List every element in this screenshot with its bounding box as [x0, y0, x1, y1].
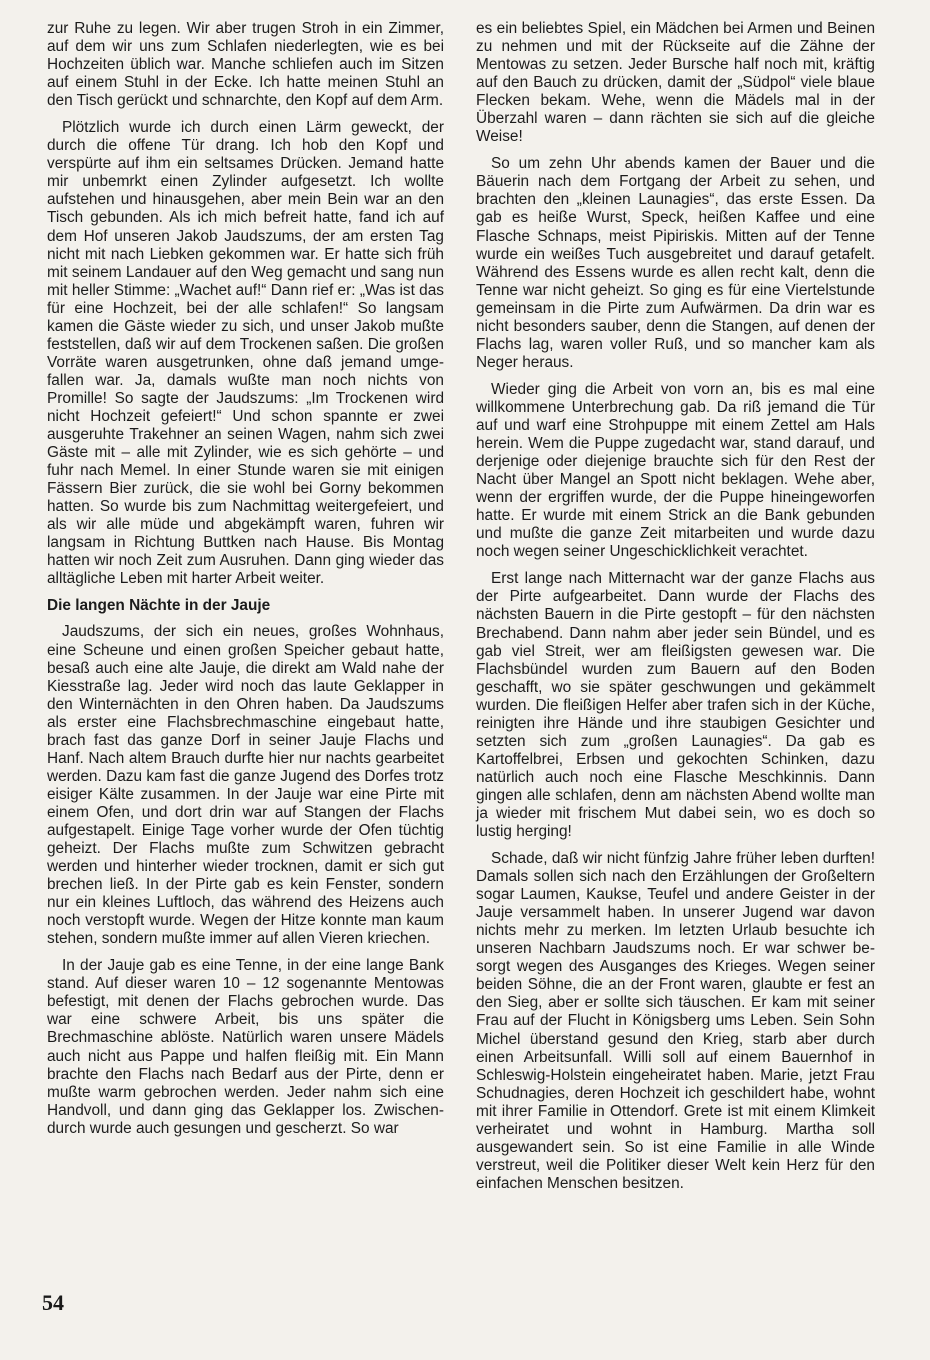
paragraph: So um zehn Uhr abends kamen der Bauer und die Bäuerin nach dem Fortgang der Arbeit zu sehen, und brachten den „kleinen Launagies“, das erste Essen. Da gab es heiße Wurst, Speck, heißen Kaffee und eine Flasche Schnaps, meist Pipiriskis. Mitten auf der Tenne wurde ein weißes Tuch ausgebreitet und darauf getafelt. Während des Essens wurde es allen recht kalt, denn die Tenne war nicht geheizt. So ging es für eine Viertelstunde gemeinsam in die Pirte zum Aufwärmen. Da drin war es nicht besonders sauber, denn die Stangen, auf denen der Flachs lag, waren voller Ruß, und so mancher kam als Neger heraus.: [476, 155, 875, 371]
paragraph: Schade, daß wir nicht fünfzig Jahre früher leben durften! Damals sollen sich nach den Erzählungen der Großeltern sogar Laumen, Kaukse, Teufel und andere Geister in der Jauje versammelt haben. In unserer Jugend war davon nichts mehr zu merken. Im letzten Urlaub besuchte ich unseren Nachbarn Jaudszums noch. Er war schwer besorgt wegen des Ausganges des Krieges. Wegen seiner beiden Söhne, die an der Front waren, glaubte er fest an den Sieg, aber er sollte sich täuschen. Er kam mit seiner Frau auf der Flucht in Königsberg ums Leben. Sein Sohn Michel überstand gesund den Krieg, starb aber durch einen Arbeitsunfall. Willi soll auf einem Bauernhof in Schleswig-Holstein eingeheiratet haben. Marie, jetzt Frau Schudnagies, deren Hochzeit ich geschildert habe, wohnt mit ihrer Familie in Ottendorf. Grete ist mit einem Klimkeit verheiratet und wohnt in Hamburg. Martha soll ausgewandert sein. So ist eine Familie in alle Winde verstreut, weil die Politiker dieser Welt kein Herz für den einfachen Menschen besitzen.: [476, 850, 875, 1192]
paragraph: Erst lange nach Mitternacht war der ganze Flachs aus der Pirte aufgearbeitet. Dann wurde der Flachs des nächsten Bauern in die Pirte gestopft – für den nächsten Brechabend. Dann nahm aber jeder sein Bündel, und es gab viel Streit, wer am fleißigsten gewesen war. Die Flachsbündel wurden zum Bauern auf den Boden geschafft, wo sie später geschwungen und gekämmelt wurden. Die fleißigen Helfer aber trafen sich in der Küche, reinigten ihre Hände und ihre staubigen Gesichter und setzten sich zum „großen Launagies“. Da gab es Kartoffelbrei, Erbsen und gekochten Schinken, dazu natürlich auch noch eine Flasche Meschkinnis. Dann gingen alle schlafen, denn am nächsten Abend wollte man ja wieder mit frischem Mut dabei sein, wo es doch so lustig herging!: [476, 570, 875, 841]
paragraph: Jaudszums, der sich ein neues, großes Wohnhaus, eine Scheune und einen großen Speicher gebaut hatte, besaß auch eine alte Jauje, die direkt am Wald nahe der Kiesstraße lag. Jeder wird noch das laute Geklapper in den Winternächten in den Ohren haben. Da Jaudszums als erster eine Flachsbrechmaschine eingebaut hatte, brach fast das ganze Dorf in seiner Jauje Flachs und Hanf. Nach altem Brauch durfte hier nur nachts gearbeitet werden. Dazu kam fast die ganze Jugend des Dorfes trotz eisiger Kälte zusammen. In der Jauje war eine Pirte mit einem Ofen, und dort drin war auf Stangen der Flachs aufgestapelt. Einige Tage vorher wurde der Ofen tüchtig geheizt. Der Flachs mußte zum Schwitzen gebracht werden und hinterher wieder trocknen, damit er sich gut brechen ließ. In der Pirte gab es kein Fenster, sondern nur ein kleines Luftloch, das während des Heizens auch noch verstopft wurde. Wegen der Hitze konnte man kaum stehen, sondern mußte immer auf allen Vieren kriechen.: [47, 623, 444, 948]
paragraph: es ein beliebtes Spiel, ein Mädchen bei Armen und Beinen zu nehmen und mit der Rückseite auf die Zähne der Mentowas zu setzen. Jeder Bursche half noch mit, kräftig auf den Bauch zu drücken, damit der „Südpol“ viele blaue Flecken bekam. Wehe, wenn die Mädels mal in der Überzahl waren – dann rächten sie sich auf die gleiche Weise!: [476, 20, 875, 146]
section-heading: Die langen Nächte in der Jauje: [47, 597, 271, 615]
paragraph: Plötzlich wurde ich durch einen Lärm geweckt, der durch die offene Tür drang. Ich hob den Kopf und verspürte auf ihm ein seltsames Drücken. Jemand hatte mir unbemrkt einen Zylinder aufgesetzt. Ich wollte aufstehen und hinausgehen, aber mein Bein war an den Tisch gebunden. Als ich mich befreit hatte, fand ich auf dem Hof unseren Jakob Jaudszums, der am ersten Tag nicht mit nach Liebken gekommen war. Er hatte sich früh mit seinem Landauer auf den Weg gemacht und sang nun mit heller Stimme: „Wachet auf!“ Dann rief er: „Was ist das für eine Hochzeit, bei der alle schlafen!“ So langsam kamen die Gäste wieder zu sich, und unser Jakob mußte feststellen, daß wir auf dem Trockenen saßen. Die großen Vorräte waren ausgetrunken, ohne daß jemand umgefallen war. Ja, damals wußte man noch nichts von Promille! So sagte der Jaudszums: „Im Trockenen wird nicht Hochzeit gefeiert!“ Und schon spannte er zwei ausgeruhte Trakehner an seinen Wagen, nahm sich zwei Gäste mit – alle mit Zylinder, wie es sich gehörte – und fuhr nach Memel. In einer Stunde waren sie mit einigen Fässern Bier zurück, die sie wohl bei Gorny bekommen hatten. So wurde bis zum Nachmittag weitergefeiert, und als wir alle müde und abgekämpft waren, fuhren wir langsam in Richtung Buttken nach Hause. Bis Montag hatten wir noch Zeit zum Ausruhen. Dann ging wieder das alltägliche Leben mit harter Arbeit weiter.: [47, 119, 444, 588]
paragraph: In der Jauje gab es eine Tenne, in der eine lange Bank stand. Auf dieser waren 10 – 12 sogenannte Mentowas befestigt, mit denen der Flachs gebrochen wurde. Das war eine schwere Arbeit, bis uns später die Brechmaschine ablöste. Natürlich waren unsere Mädels auch nicht aus Pappe und halfen fleißig mit. Ein Mann brachte den Flachs nach Bedarf aus der Pirte, denn er mußte warm gebrochen werden. Jeder nahm sich eine Handvoll, und dann ging das Geklapper los. Zwischendurch wurde auch gesungen und gescherzt. So war: [47, 957, 444, 1137]
left-column: [47, 20, 444, 1147]
right-column: [476, 20, 875, 1202]
page-number: 54: [42, 1290, 64, 1315]
paragraph: zur Ruhe zu legen. Wir aber trugen Stroh in ein Zimmer, auf dem wir uns zum Schlafen niederlegten, wie es bei Hochzeiten üblich war. Manche schliefen auch im Sitzen auf einem Stuhl in der Ecke. Ich hatte meinen Stuhl an den Tisch gerückt und schnarchte, den Kopf auf dem Arm.: [47, 20, 444, 110]
paragraph: Wieder ging die Arbeit von vorn an, bis es mal eine willkommene Unterbrechung gab. Da riß jemand die Tür auf und warf eine Strohpuppe mit einem Zettel am Hals herein. Wem die Puppe zugedacht war, stand darauf, und derjenige oder diejenige brauchte sich für den Rest der Nacht über Mangel an Spott nicht beklagen. Wehe aber, wenn der ergriffen wurde, der die Puppe hineingeworfen hatte. Er wurde mit einem Strick an die Bank gebunden und mußte die ganze Zeit mitarbeiten und wurde dazu noch wegen seiner Ungeschicklichkeit verachtet.: [476, 380, 875, 561]
